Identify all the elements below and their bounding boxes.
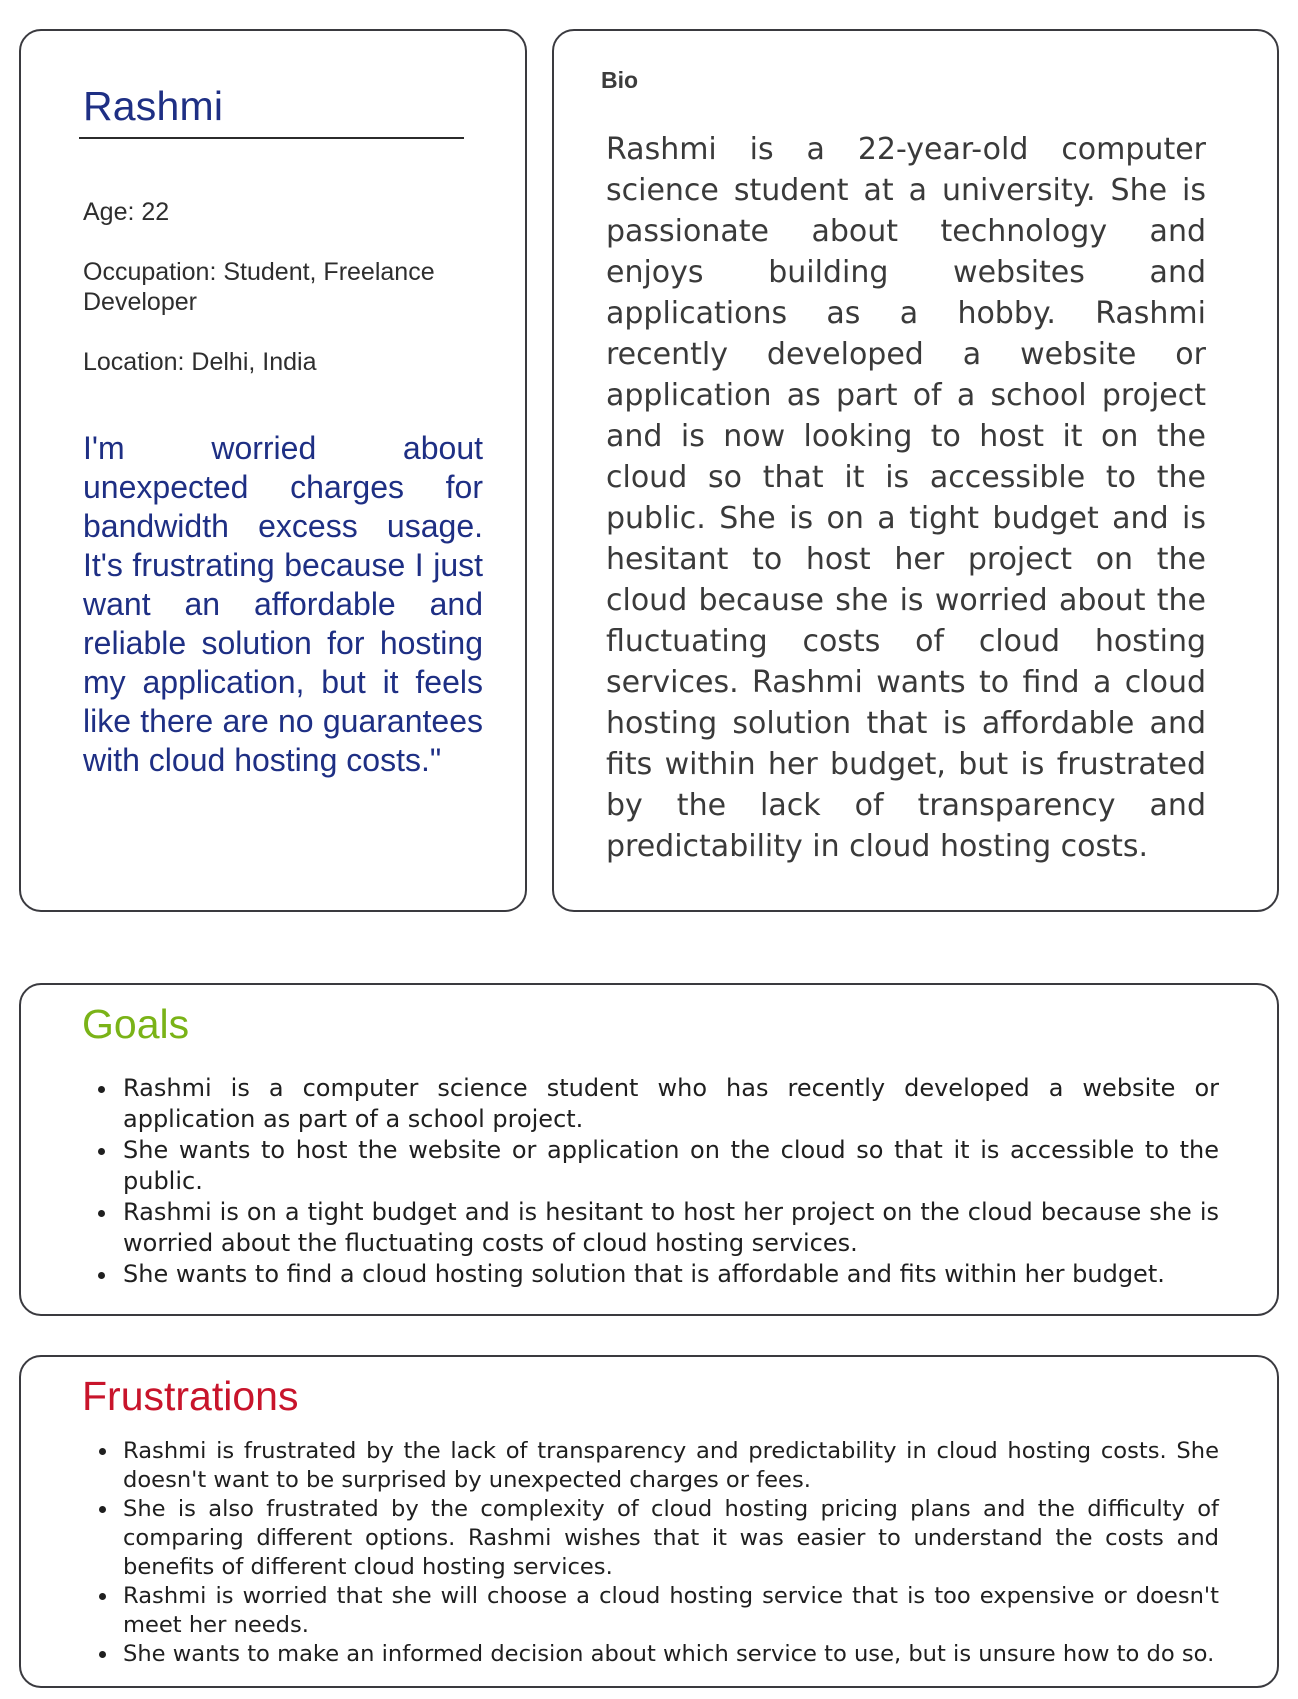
persona-name: Rashmi [83, 83, 224, 129]
bio-text: Rashmi is a 22-year-old computer science student at a university. She is passionate about technology and enjoys building websites and applications as a hobby. Rashmi recently developed a website or application as part of a school project and is now looking to host it on the cloud so that it is accessible to the public. She is on a tight budget and is hesitant to host her project on the cloud because she is worried about the fluctuating costs of cloud hosting services. Rashmi wants to find a cloud hosting solution that is affordable and fits within her budget, but is frustrated by the lack of transparency and predictability in cloud hosting costs. [606, 132, 1206, 864]
goal-item: • Rashmi is on a tight budget and is hesitant to host her project on the cloud because she is worried about the fluctuating costs of cloud hosting services. [119, 1197, 1219, 1259]
goal-item: • Rashmi is a computer science student who has recently developed a website or application as part of a school project. [119, 1073, 1219, 1135]
frustration-item: • Rashmi is frustrated by the lack of transparency and predictability in cloud hosting costs. She doesn't want to be surprised by unexpected charges or fees. [119, 1437, 1219, 1495]
bio-card [552, 29, 1279, 912]
frustration-item: • She is also frustrated by the complexity of cloud hosting pricing plans and the difficulty of comparing different options. Rashmi wishes that it was easier to understand the costs and benefits of different cloud hosting services. [119, 1495, 1219, 1582]
frustrations-card [19, 1355, 1279, 1688]
occupation-text: Occupation: Student, Freelance Developer [83, 258, 435, 316]
goal-item: • She wants to host the website or application on the cloud so that it is accessible to the public. [119, 1135, 1219, 1197]
frustration-item: • Rashmi is worried that she will choose a cloud hosting service that is too expensive or doesn't meet her needs. [119, 1582, 1219, 1640]
persona-quote: I'm worried about unexpected charges for bandwidth excess usage. It's frustrating because I just want an affordable and reliable solution for hosting my application, but it feels like there are no guarantees with cloud hosting costs." [83, 430, 483, 778]
location-text: Location: Delhi, India [83, 348, 317, 376]
frustration-item: • She wants to make an informed decision about which service to use, but is unsure how to do so. [119, 1640, 1219, 1669]
goals-title: Goals [82, 1001, 190, 1047]
name-divider [79, 137, 464, 139]
goal-item: • She wants to find a cloud hosting solution that is affordable and fits within her budget. [119, 1259, 1219, 1290]
goals-list [93, 1073, 1219, 1290]
goals-card [19, 983, 1279, 1316]
frustrations-title: Frustrations [82, 1373, 299, 1419]
bio-label: Bio [601, 67, 639, 93]
profile-card [19, 29, 527, 912]
frustrations-list [93, 1437, 1219, 1669]
age-text: Age: 22 [83, 198, 170, 226]
